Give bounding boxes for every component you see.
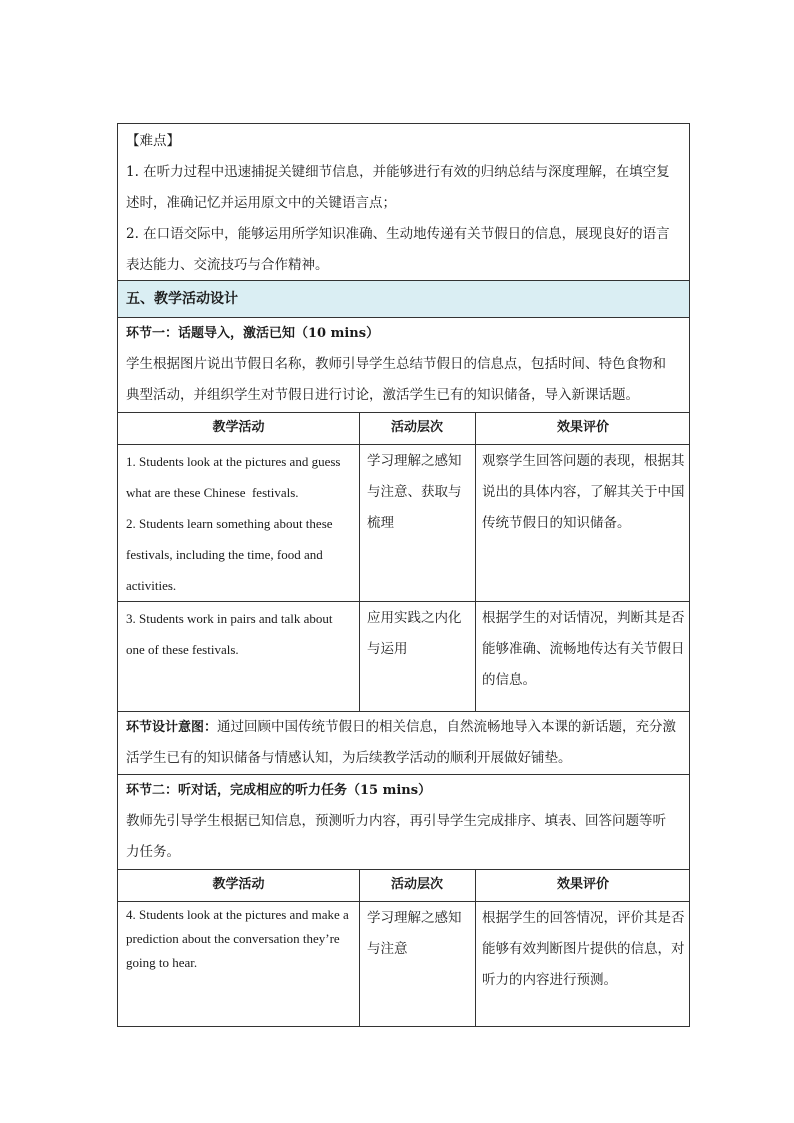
stage2-description: 教师先引导学生根据已知信息，预测听力内容，再引导学生完成排序、填表、回答问题等听力任务。 xyxy=(126,813,666,860)
stage1-intro xyxy=(118,318,689,412)
table-row-2-activity: 3. Students work in pairs and talk about one of these festivals. xyxy=(126,611,333,657)
col-header-evaluation: 效果评价 xyxy=(556,420,609,435)
design-intent-label: 环节设计意图： xyxy=(126,720,218,735)
col-header-activity: 教学活动 xyxy=(212,877,265,892)
stage1-title: 环节一：话题导入，激活已知（10 mins） xyxy=(126,326,380,341)
col-header-level: 活动层次 xyxy=(390,420,443,435)
table-row-3-level: 学习理解之感知与注意 xyxy=(367,910,462,957)
table-row-1-level: 学习理解之感知与注意、获取与梳理 xyxy=(367,453,462,531)
difficulty-item-2: 2. 在口语交际中，能够运用所学知识准确、生动地传递有关节假日的信息，展现良好的语言表达能力、交流技巧与合作精神。 xyxy=(126,226,670,273)
difficulty-item-1: 1. 在听力过程中迅速捕捉关键细节信息，并能够进行有效的归纳总结与深度理解，在填空复述时，准确记忆并运用原文中的关键语言点； xyxy=(126,164,670,211)
stage2-title: 环节二：听对话，完成相应的听力任务（15 mins） xyxy=(126,783,432,798)
table-row-3-activity: 4. Students look at the pictures and make a prediction about the conversation they’re going to hear. xyxy=(126,907,349,970)
difficulty-section xyxy=(118,124,689,280)
lesson-plan-table xyxy=(117,123,690,1027)
table-row-2-level: 应用实践之内化与运用 xyxy=(367,610,462,657)
section-header xyxy=(118,281,689,317)
stage1-description: 学生根据图片说出节假日名称，教师引导学生总结节假日的信息点，包括时间、特色食物和典型活动，并组织学生对节假日进行讨论，激活学生已有的知识储备，导入新课话题。 xyxy=(126,356,666,403)
col-header-evaluation: 效果评价 xyxy=(556,877,609,892)
table-row-1-evaluation: 观察学生回答问题的表现，根据其说出的具体内容，了解其关于中国传统节假日的知识储备。 xyxy=(482,453,685,531)
section-title: 五、教学活动设计 xyxy=(126,291,238,307)
table-row-2-evaluation: 根据学生的对话情况，判断其是否能够准确、流畅地传达有关节假日的信息。 xyxy=(482,610,685,688)
design-intent-body: 通过回顾中国传统节假日的相关信息，自然流畅地导入本课的新话题，充分激活学生已有的知识储备与情感认知，为后续教学活动的顺利开展做好铺垫。 xyxy=(126,719,677,766)
design-intent-text xyxy=(126,712,679,774)
stage2-intro xyxy=(118,775,689,869)
table-row-3-evaluation: 根据学生的回答情况，评价其是否能够有效判断图片提供的信息，对听力的内容进行预测。 xyxy=(482,910,685,988)
col-header-activity: 教学活动 xyxy=(212,420,265,435)
table-row-1-activity: 1. Students look at the pictures and guess what are these Chinese festivals. 2. Students learn something about these festivals, including the time, food and activities. xyxy=(126,454,341,593)
col-header-level: 活动层次 xyxy=(390,877,443,892)
design-intent xyxy=(118,712,689,774)
difficulty-heading: 【难点】 xyxy=(126,133,180,149)
